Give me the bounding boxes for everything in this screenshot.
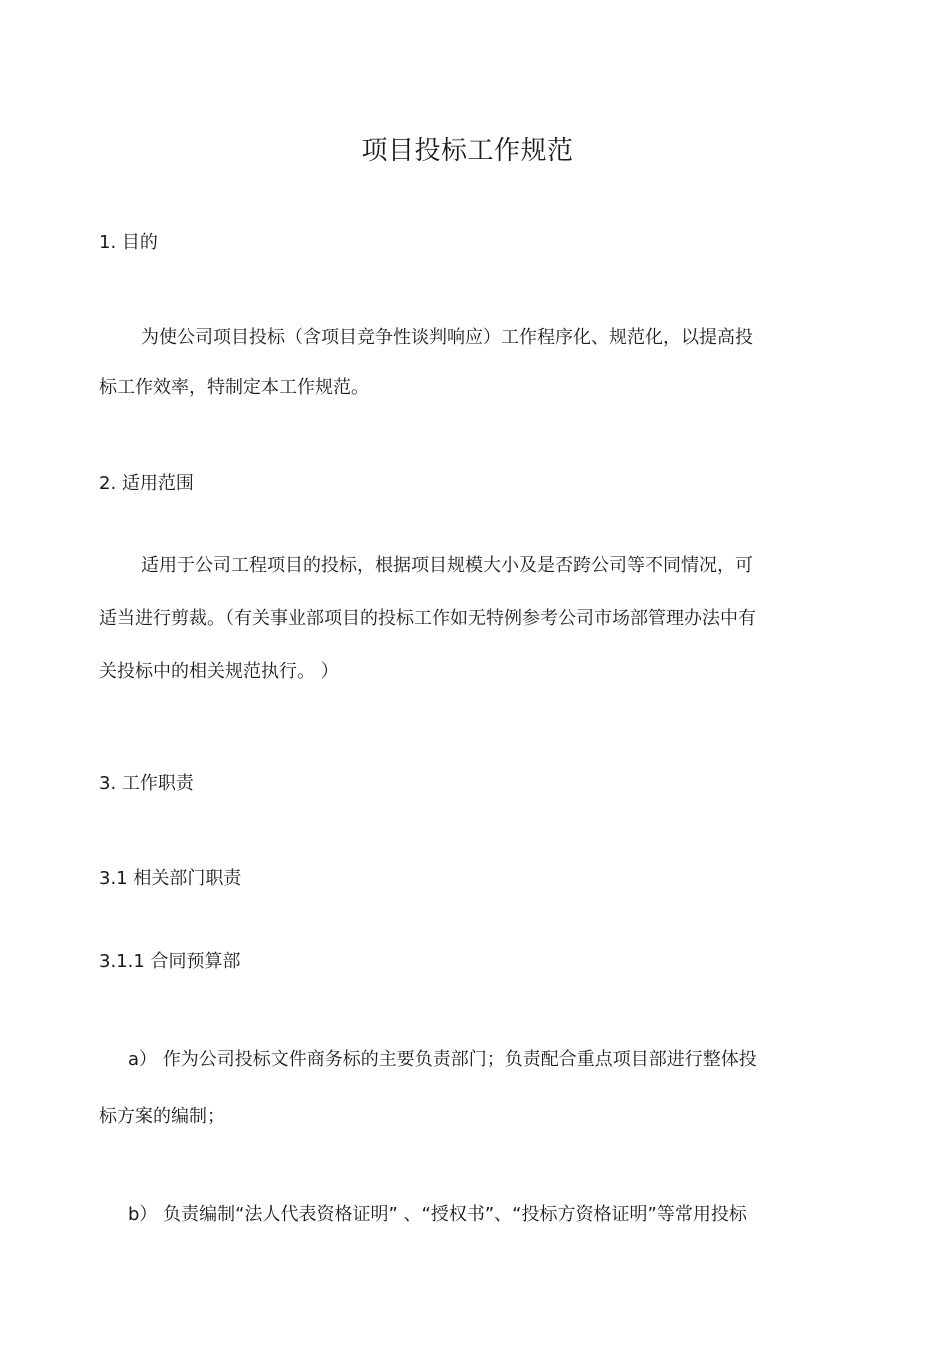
- list-item-a-line-1: a） 作为公司投标文件商务标的主要负责部门；负责配合重点项目部进行整体投: [128, 1049, 757, 1070]
- document-title: 项目投标工作规范: [361, 136, 574, 166]
- section-2-paragraph-line-3: 关投标中的相关规范执行。 ）: [99, 661, 339, 682]
- section-2-paragraph-line-2: 适当进行剪裁。（有关事业部项目的投标工作如无特例参考公司市场部管理办法中有: [99, 608, 756, 629]
- section-1-paragraph-line-1: 为使公司项目投标（含项目竞争性谈判响应）工作程序化、规范化，以提高投: [141, 327, 753, 348]
- list-item-b-line-1: b） 负责编制“法人代表资格证明” 、“授权书”、“投标方资格证明”等常用投标: [128, 1204, 747, 1225]
- section-3-1-heading: 3.1 相关部门职责: [99, 868, 242, 889]
- section-2-paragraph-line-1: 适用于公司工程项目的投标，根据项目规模大小及是否跨公司等不同情况，可: [141, 555, 753, 576]
- section-3-heading: 3. 工作职责: [99, 773, 194, 794]
- section-2-heading: 2. 适用范围: [99, 473, 194, 494]
- section-1-heading: 1. 目的: [99, 232, 158, 253]
- section-3-1-1-heading: 3.1.1 合同预算部: [99, 951, 241, 972]
- list-item-a-line-2: 标方案的编制；: [99, 1106, 225, 1127]
- section-1-paragraph-line-2: 标工作效率，特制定本工作规范。: [99, 377, 369, 398]
